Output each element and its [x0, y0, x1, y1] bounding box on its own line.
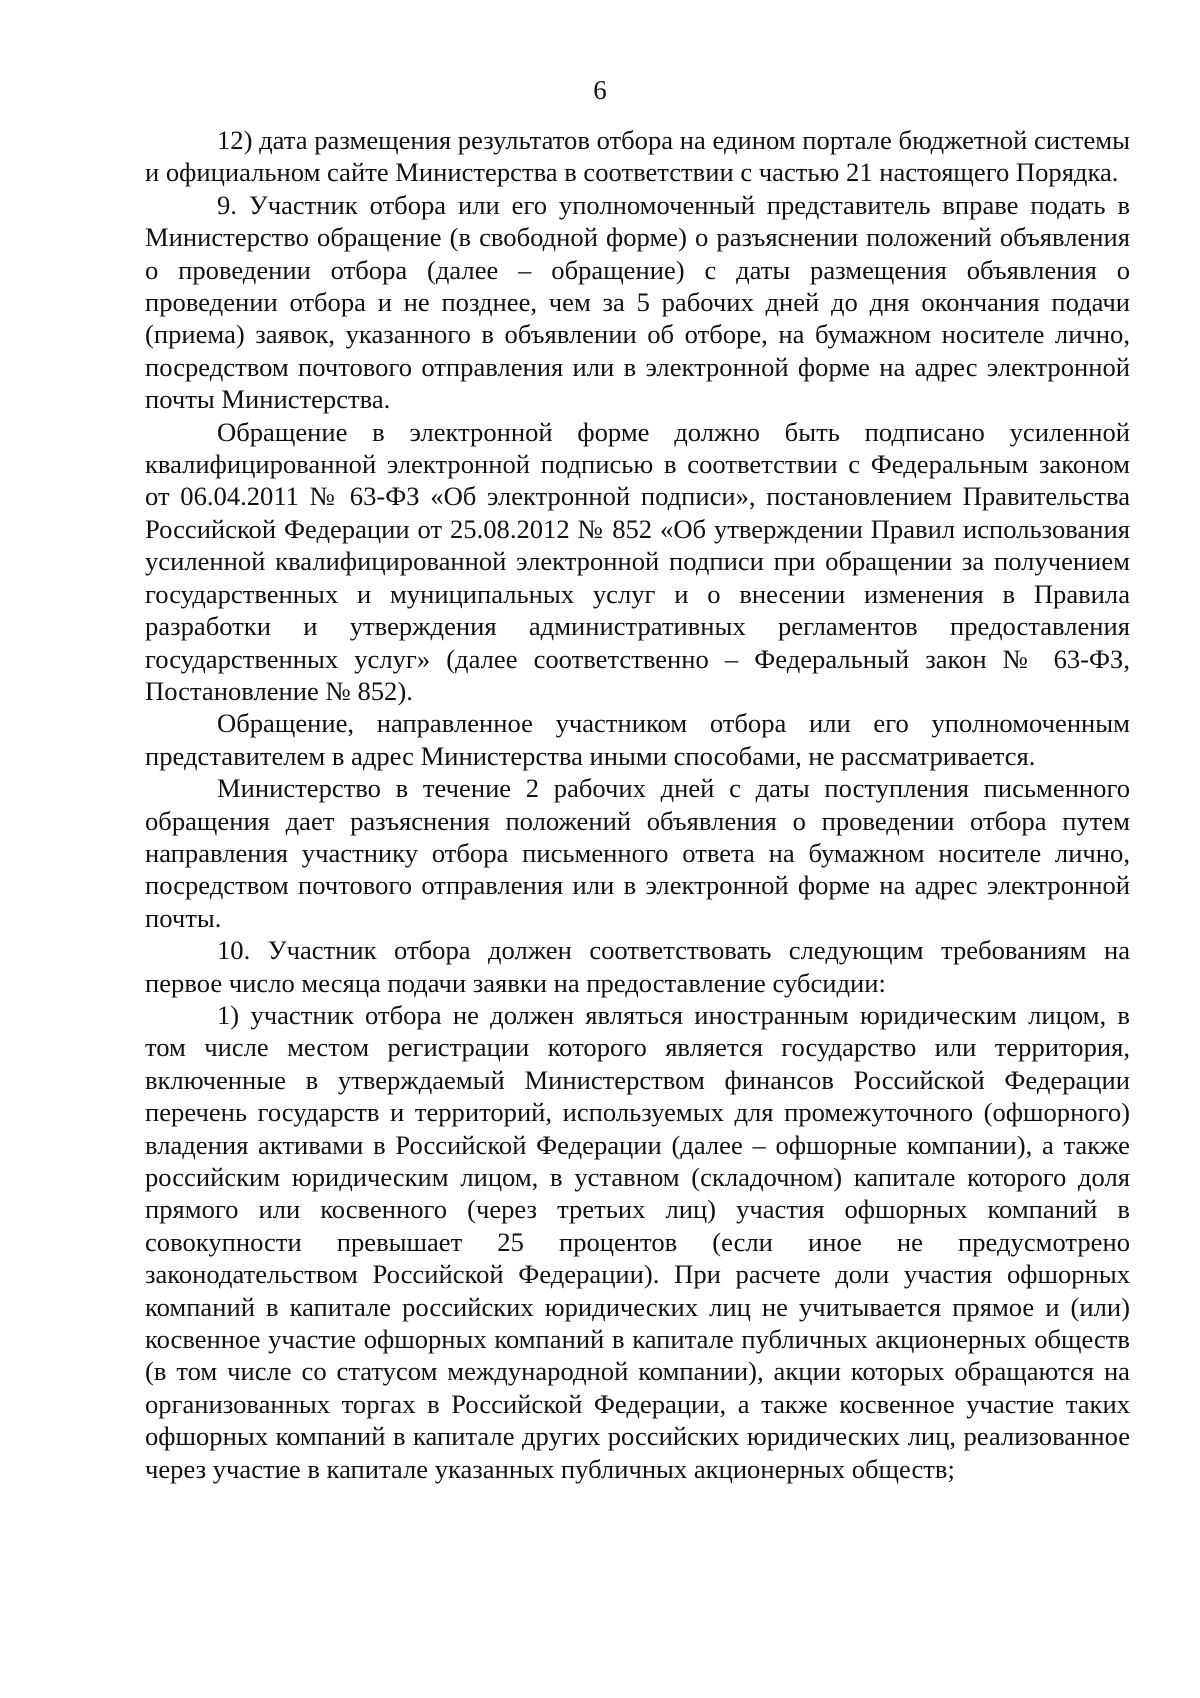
paragraph-other-methods: Обращение, направленное участником отбора или его уполномоченным представителем в адрес Министерства иными способами, не рассматривается.: [145, 708, 1130, 771]
paragraph-clause-9: 9. Участник отбора или его уполномоченный представитель вправе подать в Министерство обращение (в свободной форме) о разъяснении положений объявления о проведении отбора (далее – обращение) с даты размещения объявления о проведении отбора и не позднее, чем за 5 рабочих дней до дня окончания подачи (приема) заявок, указанного в объявлении об отборе, на бумажном носителе лично, посредством почтового отправления или в электронной форме на адрес электронной почты Министерства.: [145, 189, 1130, 415]
page-number: 6: [593, 75, 607, 105]
paragraph-item-12: 12) дата размещения результатов отбора на едином портале бюджетной системы и официальном сайте Министерства в соответствии с частью 21 настоящего Порядка.: [145, 125, 1130, 188]
paragraph-clause-10: 10. Участник отбора должен соответствовать следующим требованиям на первое число месяца подачи заявки на предоставление субсидии:: [145, 935, 1130, 998]
paragraph-ministry-response: Министерство в течение 2 рабочих дней с даты поступления письменного обращения дает разъяснения положений объявления о проведении отбора путем направления участнику отбора письменного ответа на бумажном носителе лично, посредством почтового отправления или в электронной форме на адрес электронной почты.: [145, 773, 1130, 933]
paragraph-requirement-1: 1) участник отбора не должен являться иностранным юридическим лицом, в том числе местом регистрации которого является государство или территория, включенные в утверждаемый Министерством финансов Российской Федерации перечень государств и территорий, используемых для промежуточного (офшорного) владения активами в Российской Федерации (далее – офшорные компании), а также российским юридическим лицом, в уставном (складочном) капитале которого доля прямого или косвенного (через третьих лиц) участия офшорных компаний в совокупности превышает 25 процентов (если иное не предусмотрено законодательством Российской Федерации). При расчете доли участия офшорных компаний в капитале российских юридических лиц не учитывается прямое и (или) косвенное участие офшорных компаний в капитале публичных акционерных обществ (в том числе со статусом международной компании), акции которых обращаются на организованных торгах в Российской Федерации, а также косвенное участие таких офшорных компаний в капитале других российских юридических лиц, реализованное через участие в капитале указанных публичных акционерных обществ;: [145, 999, 1130, 1484]
paragraph-electronic-signature: Обращение в электронной форме должно быть подписано усиленной квалифицированной электронной подписью в соответствии с Федеральным законом от 06.04.2011 № 63-ФЗ «Об электронной подписи», постановлением Правительства Российской Федерации от 25.08.2012 № 852 «Об утверждении Правил использования усиленной квалифицированной электронной подписи при обращении за получением государственных и муниципальных услуг и о внесении изменения в Правила разработки и утверждения административных регламентов предоставления государственных услуг» (далее соответственно – Федеральный закон № 63-ФЗ, Постановление № 852).: [145, 416, 1130, 706]
document-body: [145, 124, 1130, 1485]
